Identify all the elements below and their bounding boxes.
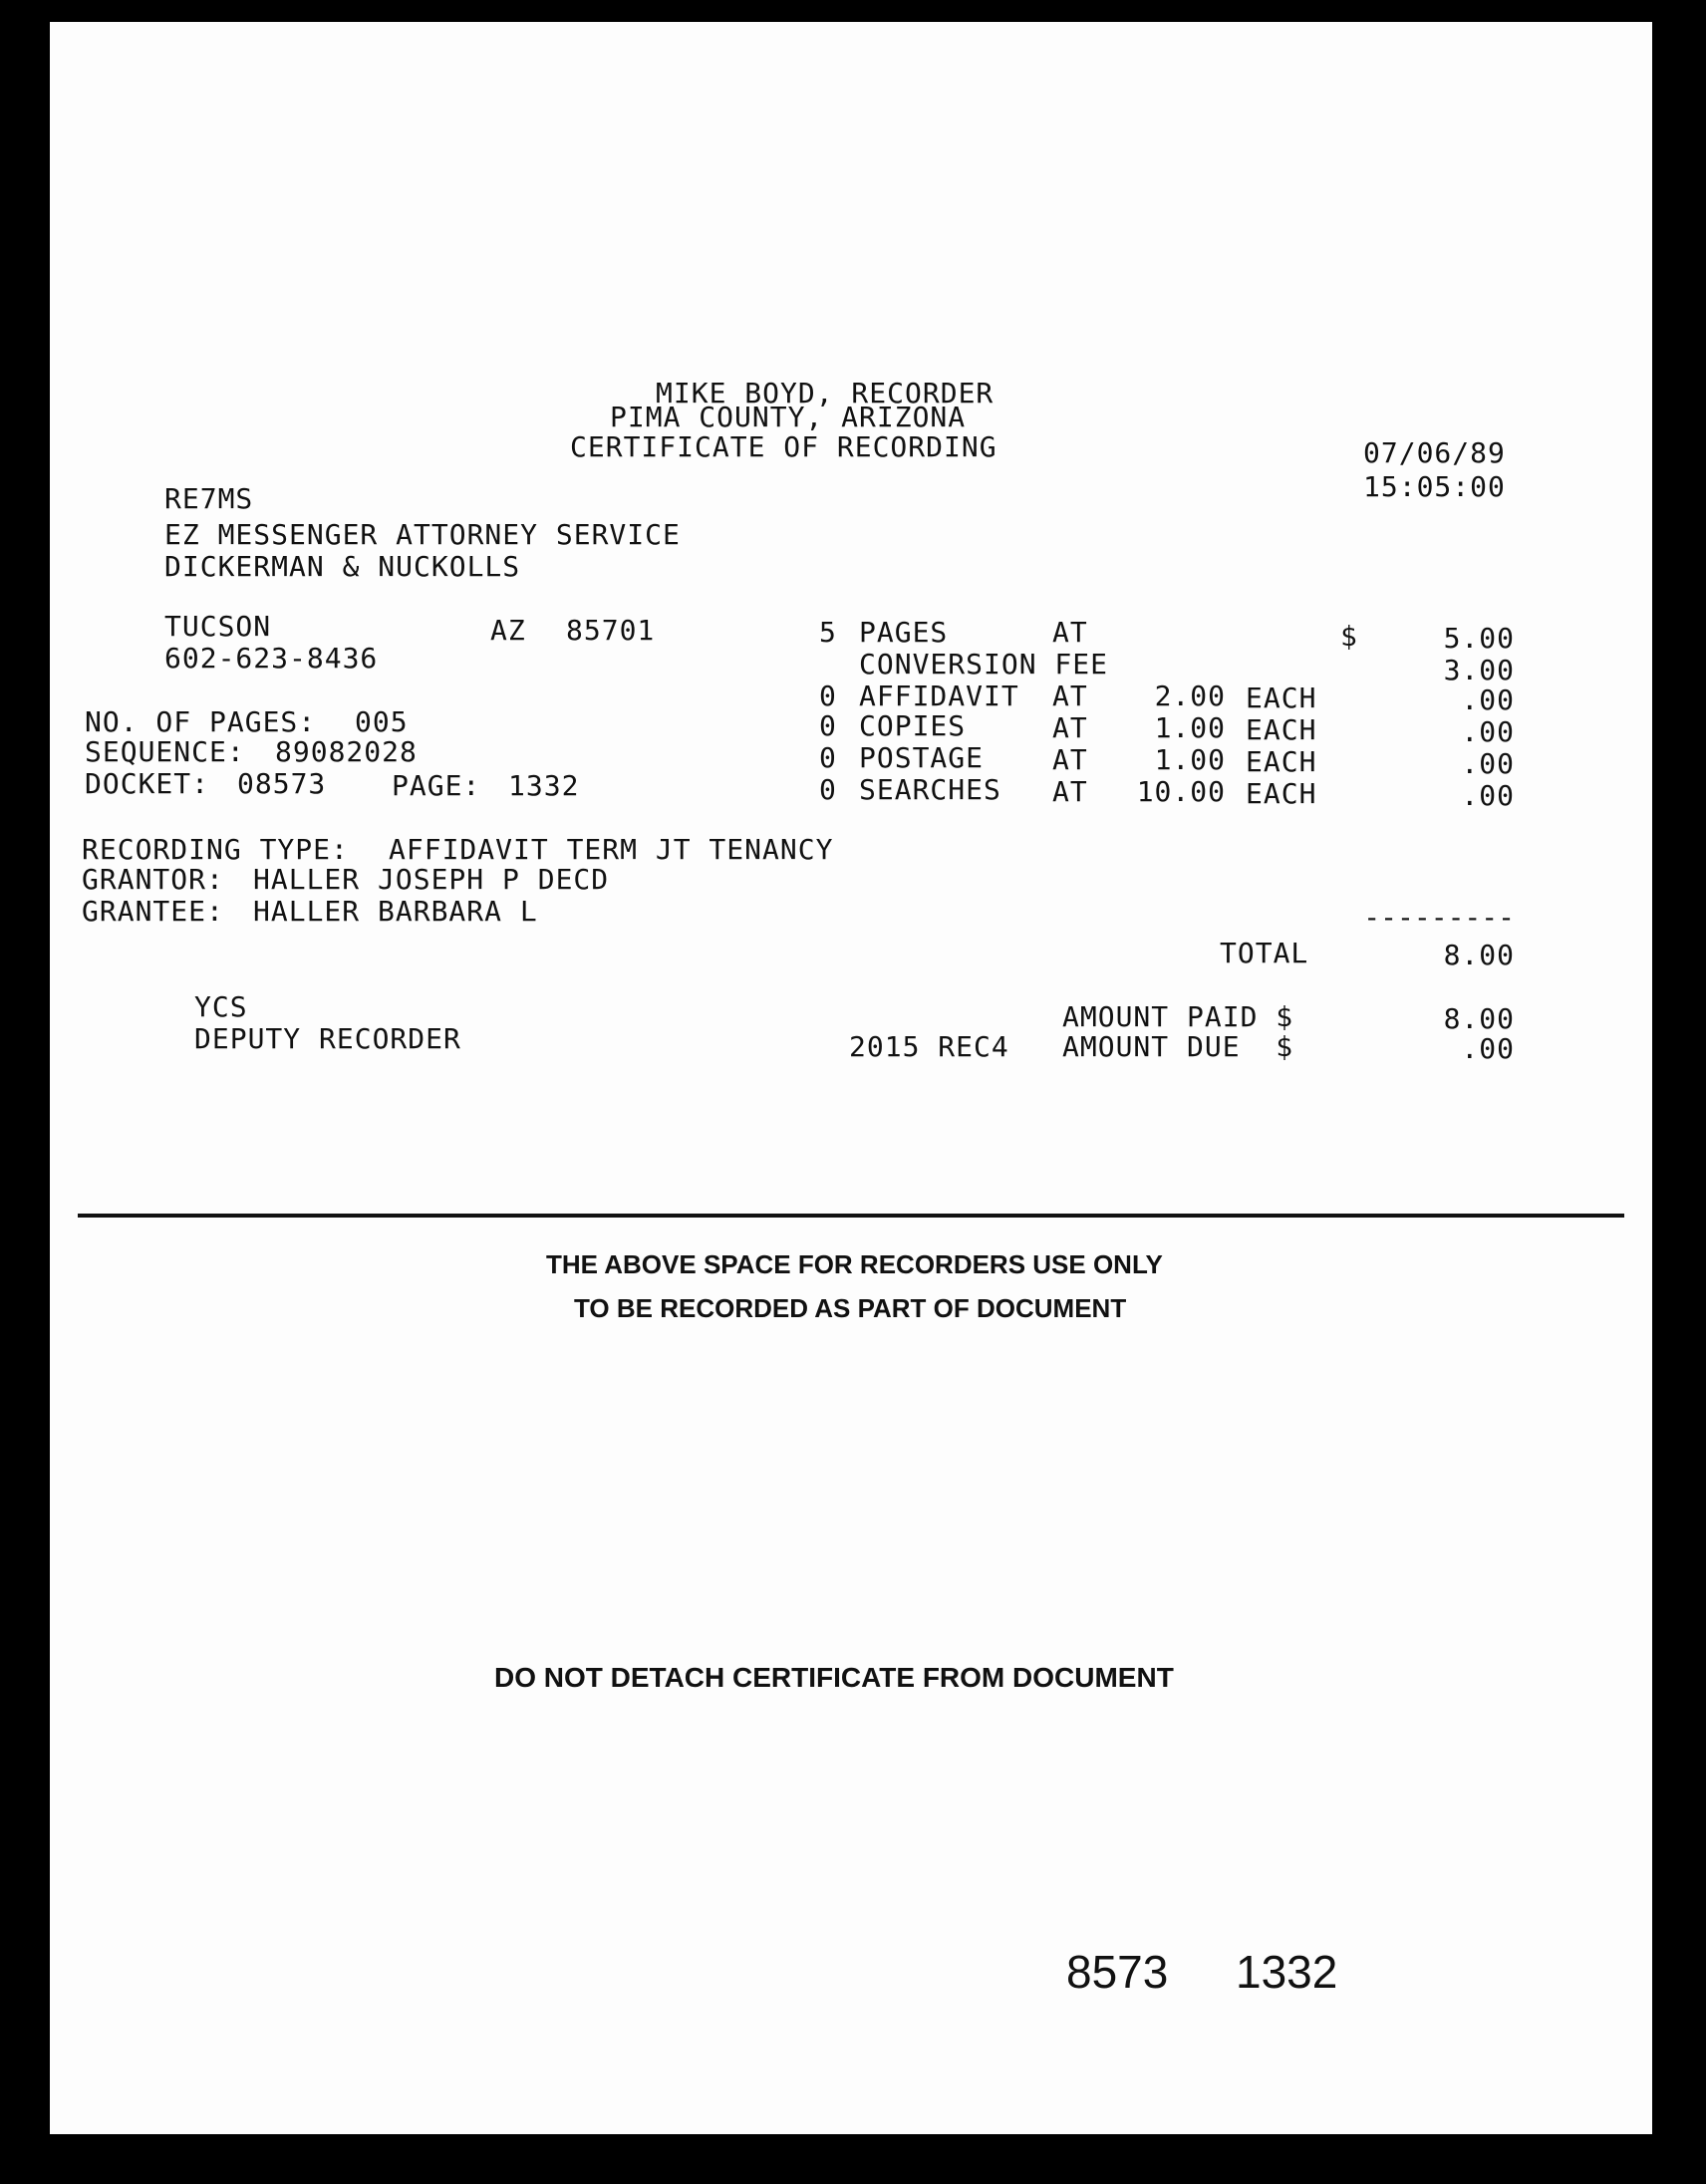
addressee-state: AZ [490,614,526,647]
sequence-label: SEQUENCE: [85,735,245,768]
amount-paid-value: 8.00 [1443,1002,1515,1035]
addressee-line1: EZ MESSENGER ATTORNEY SERVICE [164,518,681,551]
addressee-city: TUCSON [164,610,272,643]
recording-type-value: AFFIDAVIT TERM JT TENANCY [389,833,834,866]
docket-label: DOCKET: [85,767,210,800]
fee-pages-dollar: $ [1340,620,1358,653]
fee-pages-qty: 5 [819,616,837,649]
divider-line [78,1214,1624,1218]
total-value: 8.00 [1443,939,1515,971]
grantee-label: GRANTEE: [82,895,224,928]
fee-item-qty: 0 [819,773,837,806]
fee-conversion-label: CONVERSION FEE [859,648,1109,681]
fee-item-rate: 1.00 [1154,743,1226,776]
stamp-page: 1332 [1236,1946,1338,1998]
fee-item-qty: 0 [819,741,837,774]
notice-recorders-use: THE ABOVE SPACE FOR RECORDERS USE ONLY [546,1249,1163,1279]
record-date: 07/06/89 [1363,436,1506,469]
addressee-code: RE7MS [164,482,254,515]
fee-item-amount: .00 [1461,747,1515,780]
fee-item-amount: .00 [1461,779,1515,812]
fee-item-qty: 0 [819,680,837,712]
amount-due-value: .00 [1461,1032,1515,1065]
fee-item-each: EACH [1246,682,1317,714]
fee-item-at: AT [1052,775,1088,808]
addressee-line2: DICKERMAN & NUCKOLLS [164,550,521,583]
fee-item-each: EACH [1246,777,1317,810]
document-page [50,22,1652,2134]
fee-item-label: AFFIDAVIT [859,680,1019,712]
fee-item-at: AT [1052,680,1088,712]
fee-item-label: COPIES [859,709,967,742]
fee-item-rate: 10.00 [1136,775,1226,808]
recorder-name: MIKE BOYD, RECORDER [656,377,995,410]
fee-item-each: EACH [1246,713,1317,746]
grantee-value: HALLER BARBARA L [253,895,538,928]
fee-item-amount: .00 [1461,715,1515,748]
register-code: 2015 REC4 [849,1030,1009,1063]
fee-pages-amount: 5.00 [1443,622,1515,655]
fee-item-at: AT [1052,743,1088,776]
pages-value: 005 [355,705,409,738]
page-label: PAGE: [392,769,481,802]
fee-item-each: EACH [1246,745,1317,778]
fee-item-qty: 0 [819,709,837,742]
county-name: PIMA COUNTY, ARIZONA [610,401,967,433]
deputy-title: DEPUTY RECORDER [194,1022,461,1055]
amount-due-label: AMOUNT DUE $ [1062,1030,1294,1063]
pages-label: NO. OF PAGES: [85,705,317,738]
docket-value: 08573 [237,767,327,800]
amount-paid-label: AMOUNT PAID $ [1062,1000,1294,1033]
fee-conversion-amount: 3.00 [1443,654,1515,686]
fee-item-at: AT [1052,711,1088,744]
fee-pages-label: PAGES [859,616,949,649]
record-time: 15:05:00 [1363,470,1506,503]
notice-recorded-part: TO BE RECORDED AS PART OF DOCUMENT [574,1293,1127,1323]
fee-item-amount: .00 [1461,683,1515,716]
total-label: TOTAL [1220,937,1309,969]
recording-type-label: RECORDING TYPE: [82,833,349,866]
fee-item-label: SEARCHES [859,773,1001,806]
certificate-title: CERTIFICATE OF RECORDING [570,430,997,463]
notice-do-not-detach: DO NOT DETACH CERTIFICATE FROM DOCUMENT [494,1662,1174,1693]
fee-item-rate: 2.00 [1154,680,1226,712]
fee-item-label: POSTAGE [859,741,985,774]
fee-pages-at: AT [1052,616,1088,649]
stamp-docket: 8573 [1066,1946,1169,1998]
total-dashes: --------- [1363,901,1515,934]
fee-item-rate: 1.00 [1154,711,1226,744]
deputy-initials: YCS [194,990,248,1023]
sequence-value: 89082028 [275,735,418,768]
addressee-zip: 85701 [566,614,656,647]
page-value: 1332 [508,769,580,802]
grantor-value: HALLER JOSEPH P DECD [253,863,610,896]
grantor-label: GRANTOR: [82,863,224,896]
addressee-phone: 602-623-8436 [164,642,379,675]
